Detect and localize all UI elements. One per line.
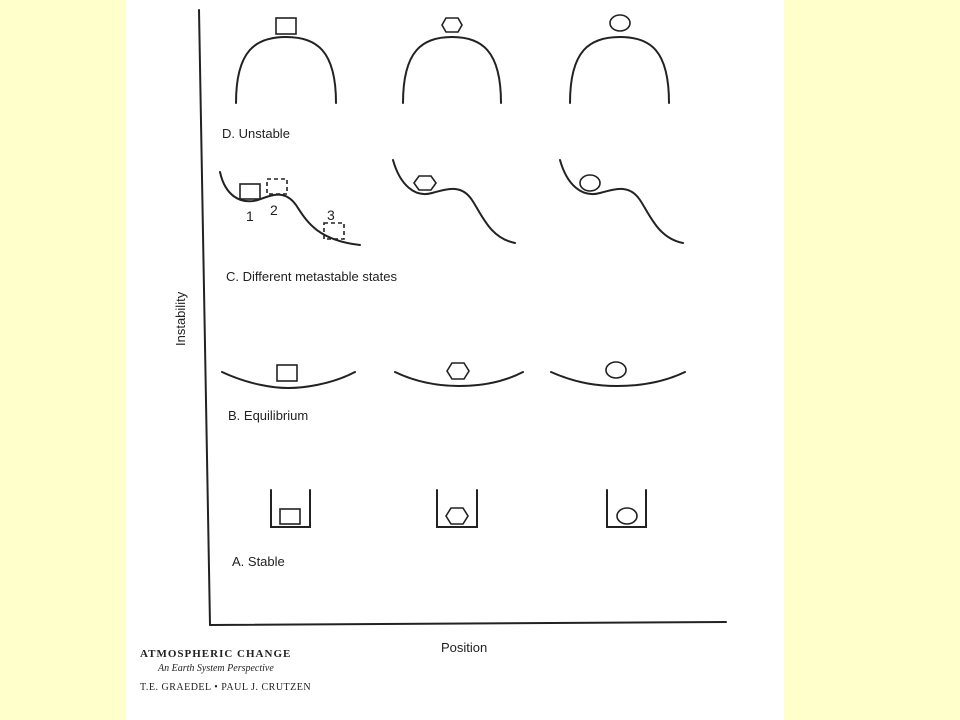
panel-unstable xyxy=(222,15,669,141)
book-title: ATMOSPHERIC CHANGE xyxy=(140,648,292,660)
panel-metastable xyxy=(220,160,683,284)
metastable-curve xyxy=(393,160,515,243)
hill-curve xyxy=(236,37,336,103)
marker-2: 2 xyxy=(270,202,278,218)
x-axis-label: Position xyxy=(441,640,488,655)
panel-stable xyxy=(232,490,646,569)
hill-curve xyxy=(403,37,501,103)
circle-object xyxy=(617,508,637,524)
metastable-curve xyxy=(560,160,683,243)
circle-object xyxy=(606,362,626,378)
square-object xyxy=(277,365,297,381)
square-object xyxy=(276,18,296,34)
hill-curve xyxy=(570,37,669,103)
book-credit xyxy=(140,648,311,693)
bowl-curve xyxy=(551,372,685,386)
panel-label-unstable: D. Unstable xyxy=(222,126,290,141)
hexagon-object xyxy=(442,18,462,32)
book-authors: T.E. GRAEDEL • PAUL J. CRUTZEN xyxy=(140,682,312,693)
marker-1: 1 xyxy=(246,208,254,224)
hexagon-object xyxy=(446,508,468,524)
circle-object xyxy=(610,15,630,31)
panel-equilibrium xyxy=(222,362,685,423)
panel-label-metastable: C. Different metastable states xyxy=(226,269,398,284)
square-object xyxy=(240,184,260,199)
metastable-curve xyxy=(220,172,360,245)
hexagon-object xyxy=(414,176,436,190)
panel-label-stable: A. Stable xyxy=(232,554,285,569)
y-axis xyxy=(199,10,210,625)
y-axis-label: Instability xyxy=(173,291,188,346)
square-object xyxy=(280,509,300,524)
panel-label-equilibrium: B. Equilibrium xyxy=(228,408,309,423)
dashed-square-position-2 xyxy=(267,179,287,194)
bowl-curve xyxy=(222,372,355,388)
hexagon-object xyxy=(447,363,469,379)
x-axis xyxy=(210,622,726,625)
book-subtitle: An Earth System Perspective xyxy=(158,663,274,674)
circle-object xyxy=(580,175,600,191)
marker-3: 3 xyxy=(327,207,335,223)
